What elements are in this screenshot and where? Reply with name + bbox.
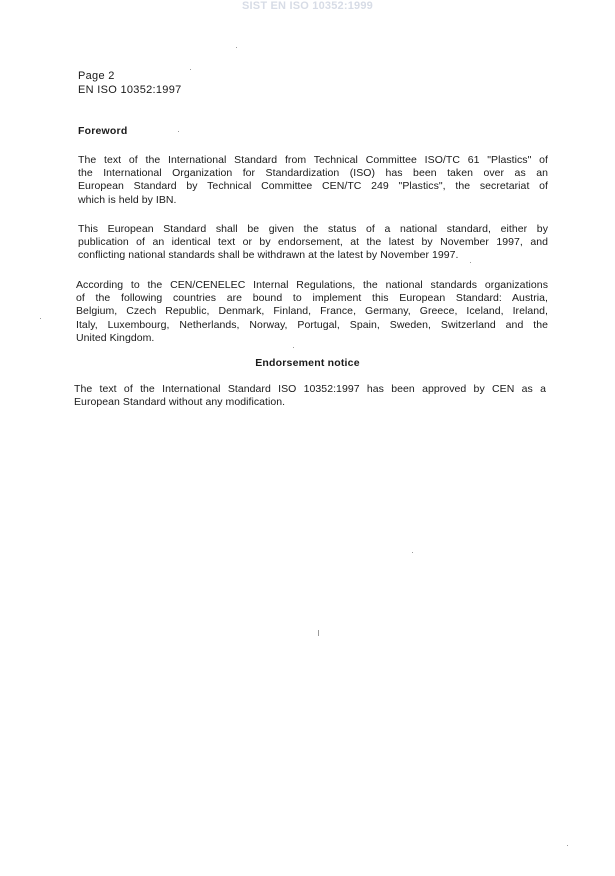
text-line: Italy, Luxembourg, Netherlands, Norway, Portugal, Spain, Sweden, Switzerland and the xyxy=(76,318,548,331)
text-line: Belgium, Czech Republic, Denmark, Finland, France, Germany, Greece, Iceland, Ireland, xyxy=(76,305,548,318)
text-line: of the following countries are bound to implement this European Standard: Austria, xyxy=(76,292,548,305)
text-line: conflicting national standards shall be withdrawn at the latest by November 1997. xyxy=(78,249,459,262)
scan-speck xyxy=(567,845,568,846)
watermark: SIST EN ISO 10352:1999 xyxy=(242,0,373,12)
foreword-paragraph-2 xyxy=(78,223,548,263)
text-line: The text of the International Standard from Technical Committee ISO/TC 61 "Plastics" of xyxy=(78,154,548,166)
scan-speck xyxy=(318,630,319,636)
foreword-paragraph-1 xyxy=(78,154,548,207)
text-line: which is held by IBN. xyxy=(78,193,177,206)
text-line: the International Organization for Standardization (ISO) has been taken over as an xyxy=(78,167,548,180)
page-number: Page 2 xyxy=(78,70,115,82)
endorsement-heading: Endorsement notice xyxy=(255,357,360,369)
text-line: European Standard without any modification. xyxy=(74,396,286,409)
endorsement-paragraph xyxy=(74,383,546,409)
text-line: publication of an identical text or by endorsement, at the latest by November 1997, and xyxy=(78,236,548,249)
text-line: United Kingdom. xyxy=(76,331,155,344)
foreword-heading: Foreword xyxy=(78,125,128,137)
text-line: According to the CEN/CENELEC Internal Regulations, the national standards organizations xyxy=(76,279,548,291)
scan-speck xyxy=(190,69,191,70)
foreword-paragraph-3 xyxy=(76,279,548,345)
text-line: The text of the International Standard ISO 10352:1997 has been approved by CEN as a xyxy=(74,383,546,395)
scan-speck xyxy=(236,47,237,48)
scan-speck xyxy=(412,552,413,553)
scan-speck xyxy=(293,347,294,348)
page-header xyxy=(78,69,182,97)
text-line: European Standard by Technical Committee CEN/TC 249 "Plastics", the secretariat of xyxy=(78,180,548,193)
scan-speck xyxy=(470,262,471,263)
scan-speck xyxy=(40,318,41,319)
text-line: This European Standard shall be given the status of a national standard, either by xyxy=(78,223,548,235)
scan-speck xyxy=(178,131,179,132)
standard-number: EN ISO 10352:1997 xyxy=(78,84,182,96)
